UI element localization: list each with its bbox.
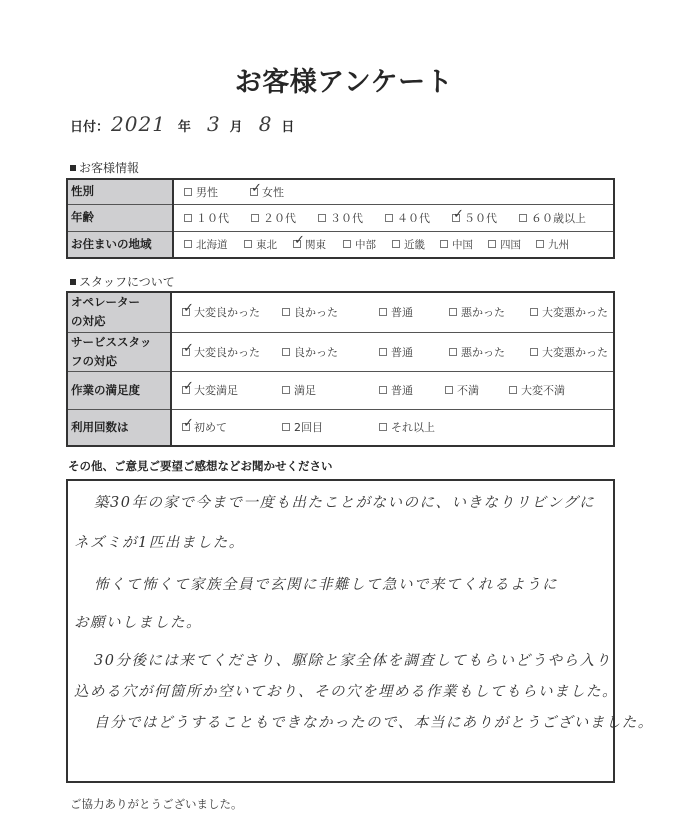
date-line [70, 112, 306, 142]
staff-heading [70, 273, 175, 290]
option-label: 良かった [294, 345, 338, 359]
comment-line-4: お願いしました。 [74, 615, 202, 631]
row-label [67, 332, 171, 371]
checkbox-checked-icon[interactable] [250, 180, 262, 196]
option-kinki[interactable] [392, 237, 440, 252]
comments-prompt: その他、ご意見ご要望ご感想などお聞かせください [68, 459, 333, 473]
square-bullet-icon [70, 165, 76, 171]
option-very-satisfied[interactable] [182, 379, 282, 398]
option-label: 大変不満 [521, 384, 565, 397]
option-very-dissatisfied[interactable] [509, 382, 565, 398]
row-label: 利用回数は [67, 409, 171, 446]
checkbox-empty-icon[interactable] [392, 240, 400, 248]
option-very-bad[interactable] [530, 344, 608, 360]
customer-info-heading [70, 159, 139, 176]
option-label: 悪かった [461, 306, 505, 320]
checkbox-empty-icon[interactable] [282, 308, 290, 316]
row-work-satisfaction [67, 371, 614, 409]
option-label: ６０歳以上 [531, 211, 586, 225]
checkbox-empty-icon[interactable] [282, 386, 290, 394]
option-label: 普通 [391, 345, 413, 359]
options-cell [171, 332, 614, 371]
options-cell [171, 409, 614, 446]
options-cell [173, 231, 614, 258]
option-label: 初めて [194, 421, 227, 435]
checkmark-icon: ✓ [183, 340, 194, 356]
option-label: 九州 [548, 238, 569, 251]
option-label: 2回目 [294, 421, 323, 435]
date-day-value[interactable]: 8 [258, 112, 272, 136]
option-label: 大変良かった [194, 345, 260, 359]
option-average[interactable] [379, 304, 449, 320]
checkmark-icon: ✓ [453, 206, 464, 222]
date-year-unit: 年 [177, 120, 191, 135]
customer-info-table [66, 178, 615, 259]
options-cell [173, 204, 614, 231]
date-day-unit: 日 [281, 120, 295, 135]
checkbox-empty-icon[interactable] [449, 348, 457, 356]
option-label: 普通 [391, 384, 413, 397]
row-label [67, 292, 171, 332]
checkbox-empty-icon[interactable] [244, 240, 252, 248]
option-kanto[interactable] [293, 233, 343, 252]
option-label: 大変満足 [194, 384, 238, 397]
checkbox-empty-icon[interactable] [530, 308, 538, 316]
checkbox-empty-icon[interactable] [251, 214, 259, 222]
checkbox-empty-icon[interactable] [530, 348, 538, 356]
checkbox-checked-icon[interactable] [182, 301, 194, 317]
date-month-unit: 月 [229, 120, 243, 135]
option-hokkaido[interactable] [184, 237, 244, 252]
option-age-20s[interactable] [251, 210, 318, 226]
option-age-60-plus[interactable] [519, 210, 586, 226]
option-good[interactable] [282, 344, 379, 360]
staff-heading-text: スタッフについて [79, 275, 175, 289]
checkbox-checked-icon[interactable] [182, 379, 194, 394]
option-label: ３０代 [330, 211, 363, 225]
checkbox-empty-icon[interactable] [536, 240, 544, 248]
row-region [67, 231, 614, 258]
option-good[interactable] [282, 304, 379, 320]
checkbox-checked-icon[interactable] [293, 233, 305, 249]
options-cell [171, 292, 614, 332]
row-service-staff [67, 332, 614, 371]
checkmark-icon: ✓ [294, 233, 305, 249]
options-cell [171, 371, 614, 409]
row-label-line1: サービススタッ [71, 334, 152, 349]
checkbox-empty-icon[interactable] [488, 240, 496, 248]
row-label-line2: フの対応 [71, 353, 117, 368]
row-label: 作業の満足度 [67, 371, 171, 409]
option-average[interactable] [379, 382, 445, 398]
option-label: 北海道 [196, 238, 228, 251]
checkbox-checked-icon[interactable] [182, 416, 194, 432]
survey-title: お客様アンケート [234, 67, 454, 98]
checkmark-icon: ✓ [183, 416, 194, 432]
option-label: 大変悪かった [542, 345, 608, 359]
option-label: 大変悪かった [542, 306, 608, 320]
checkbox-empty-icon[interactable] [440, 240, 448, 248]
option-label: 大変良かった [194, 306, 260, 320]
checkmark-icon: ✓ [183, 379, 194, 394]
checkbox-empty-icon[interactable] [184, 240, 192, 248]
option-label: 悪かった [461, 345, 505, 359]
checkbox-empty-icon[interactable] [282, 348, 290, 356]
option-label: 女性 [262, 185, 284, 199]
option-label: 近畿 [404, 238, 425, 251]
option-second-time[interactable] [282, 419, 379, 435]
checkbox-empty-icon[interactable] [184, 214, 192, 222]
option-male[interactable] [184, 184, 250, 200]
square-bullet-icon [70, 279, 76, 285]
row-label-line1: オペレーター [71, 295, 140, 310]
option-age-40s[interactable] [385, 210, 452, 226]
option-age-50s[interactable] [452, 206, 519, 226]
checkbox-empty-icon[interactable] [379, 348, 387, 356]
option-average[interactable] [379, 344, 449, 360]
option-age-10s[interactable] [184, 210, 251, 226]
checkbox-empty-icon[interactable] [184, 188, 192, 196]
option-bad[interactable] [449, 344, 530, 360]
option-very-good[interactable] [182, 301, 282, 320]
option-label: 満足 [294, 384, 316, 397]
option-label: ４０代 [397, 211, 430, 225]
option-label: 不満 [457, 384, 479, 397]
checkbox-empty-icon[interactable] [519, 214, 527, 222]
option-label: それ以上 [391, 421, 435, 435]
option-label: 東北 [256, 238, 277, 251]
option-tohoku[interactable] [244, 237, 293, 252]
options-cell [173, 179, 614, 204]
comment-line-6: 込める穴が何箇所か空いており、その穴を埋める作業もしてもらいました。 [74, 684, 618, 700]
checkbox-empty-icon[interactable] [379, 386, 387, 394]
option-more-than-twice[interactable] [379, 419, 435, 435]
comment-line-7: 自分ではどうすることもできなかったので、本当にありがとうございました。 [94, 715, 654, 731]
row-age [67, 204, 614, 231]
option-label: 普通 [391, 306, 413, 320]
row-label-line2: の対応 [71, 314, 106, 329]
checkbox-empty-icon[interactable] [445, 386, 453, 394]
date-year-value[interactable]: 2021 [111, 112, 166, 136]
thank-you-note: ご協力ありがとうございました。 [70, 797, 243, 811]
checkbox-empty-icon[interactable] [509, 386, 517, 394]
option-label: 四国 [500, 238, 521, 251]
option-label: ２０代 [263, 211, 296, 225]
option-label: ５０代 [464, 211, 497, 225]
checkmark-icon: ✓ [251, 180, 262, 196]
checkbox-checked-icon[interactable] [452, 206, 464, 222]
option-chugoku[interactable] [440, 237, 488, 252]
option-kyushu[interactable] [536, 237, 569, 252]
checkbox-empty-icon[interactable] [379, 308, 387, 316]
customer-info-heading-text: お客様情報 [79, 161, 140, 175]
date-label: 日付： [70, 120, 110, 135]
comment-line-2: ネズミが1匹出ました。 [74, 535, 245, 551]
option-very-bad[interactable] [530, 304, 608, 320]
comments-textarea[interactable] [66, 479, 654, 783]
row-gender [67, 179, 614, 204]
option-label: １０代 [196, 211, 229, 225]
option-label: 男性 [196, 185, 218, 199]
row-label: 性別 [67, 179, 173, 204]
option-first-time[interactable] [182, 416, 282, 435]
row-usage-count [67, 409, 614, 446]
checkbox-checked-icon[interactable] [182, 340, 194, 356]
option-shikoku[interactable] [488, 237, 536, 252]
checkmark-icon: ✓ [183, 301, 194, 317]
option-label: 関東 [305, 238, 326, 251]
option-label: 中部 [355, 238, 376, 251]
option-label: 良かった [294, 306, 338, 320]
option-satisfied[interactable] [282, 382, 379, 398]
row-label: 年齢 [67, 204, 173, 231]
checkbox-empty-icon[interactable] [318, 214, 326, 222]
checkbox-empty-icon[interactable] [343, 240, 351, 248]
option-bad[interactable] [449, 304, 530, 320]
option-label: 中国 [452, 238, 473, 251]
staff-table [66, 291, 615, 447]
option-very-good[interactable] [182, 340, 282, 360]
row-label: お住まいの地域 [67, 231, 173, 258]
option-age-30s[interactable] [318, 210, 385, 226]
comment-line-3: 怖くて怖くて家族全員で玄関に非難して急いで来てくれるように [94, 577, 558, 593]
date-month-value[interactable]: 3 [206, 112, 220, 136]
option-dissatisfied[interactable] [445, 382, 509, 398]
checkbox-empty-icon[interactable] [379, 423, 387, 431]
row-operator [67, 292, 614, 332]
checkbox-empty-icon[interactable] [385, 214, 393, 222]
comment-line-5: 30分後には来てくださり、駆除と家全体を調査してもらいどうやら入り [94, 653, 612, 669]
option-chubu[interactable] [343, 237, 392, 252]
comment-line-1: 築30年の家で今まで一度も出たことがないのに、いきなりリビングに [94, 495, 596, 511]
checkbox-empty-icon[interactable] [449, 308, 457, 316]
checkbox-empty-icon[interactable] [282, 423, 290, 431]
option-female[interactable] [250, 180, 284, 200]
